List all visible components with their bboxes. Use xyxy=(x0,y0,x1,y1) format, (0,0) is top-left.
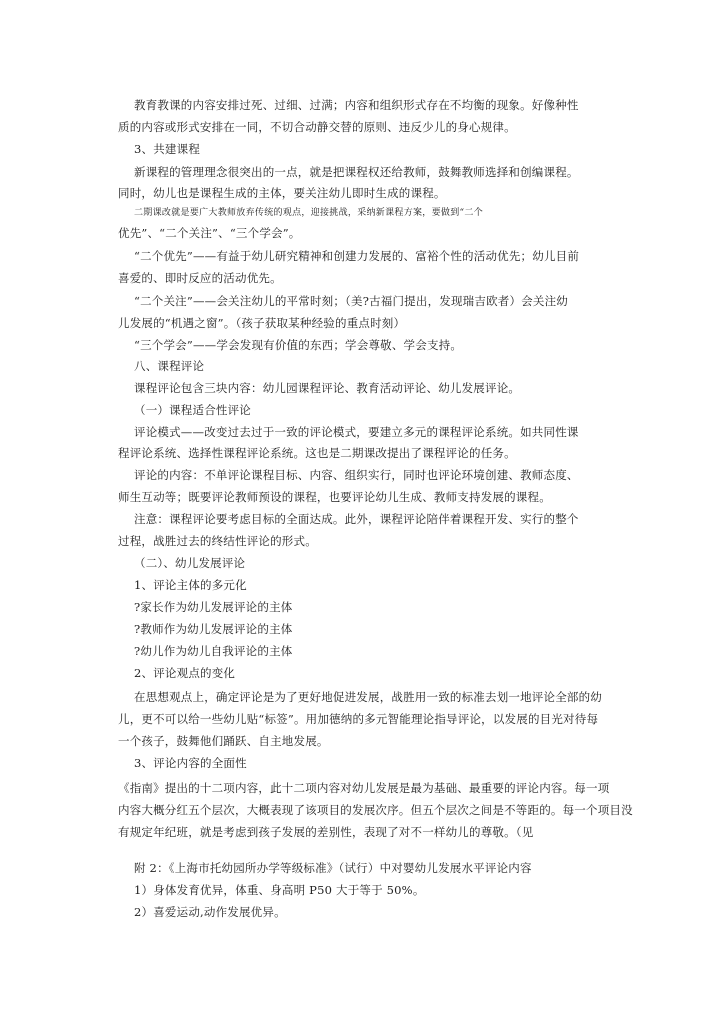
text-line: 程评论系统、选择性课程评论系统。这也是二期课改提出了课程评论的任务。 xyxy=(118,446,516,460)
text-line: 有规定年纪班，就是考虑到孩子发展的差别性，表现了对不一样幼儿的尊敬。（见 xyxy=(118,825,534,839)
subsection-heading: （一）课程适合性评论 xyxy=(134,403,251,417)
text-line: 注意：课程评论要考虑目标的全面达成。此外，课程评论陪伴着课程开发、实行的整个 xyxy=(134,512,579,526)
text-line: 过程，战胜过去的终结性评论的形式。 xyxy=(118,534,317,548)
text-line: 同时，幼儿也是课程生成的主体，要关注幼儿即时生成的课程。 xyxy=(118,186,446,200)
text-line: 《指南》提出的十二项内容，此十二项内容对幼儿发展是最为基础、最重要的评论内容。每一项 xyxy=(118,781,610,795)
text-line: 教育教课的内容安排过死、过细、过满；内容和组织形式存在不均衡的现象。好像种性 xyxy=(134,98,579,112)
text-line: 一个孩子，鼓舞他们踊跃、自主地发展。 xyxy=(118,734,329,748)
text-line: 儿发展的“机遇之窗”。（孩子获取某种经验的重点时刻） xyxy=(118,316,406,330)
appendix-heading: 附 2：《上海市托幼园所办学等级标准》（试行）中对婴幼儿发展水平评论内容 xyxy=(134,861,532,875)
text-line: 喜爱的、即时反应的活动优先。 xyxy=(118,271,282,285)
text-line: 质的内容或形式安排在一同，不切合动静交替的原则、违反少儿的身心规律。 xyxy=(118,120,516,134)
list-heading: 3、评论内容的全面性 xyxy=(134,756,247,770)
appendix-item: 2）喜爱运动,动作发展优异。 xyxy=(134,905,286,919)
list-item: ?家长作为幼儿发展评论的主体 xyxy=(134,600,293,614)
text-line: “二个关注”——会关注幼儿的平常时刻；（美?古福门提出，发现瑞吉欧者）会关注幼 xyxy=(134,294,568,308)
text-line: “二个优先”——有益于幼儿研究精神和创建力发展的、富裕个性的活动优先；幼儿目前 xyxy=(134,249,580,263)
list-item: ?教师作为幼儿发展评论的主体 xyxy=(134,622,293,636)
text-line: “三个学会”——学会发现有价值的东西；学会尊敬、学会支持。 xyxy=(134,338,463,352)
text-line: 优先”、“二个关注”、“三个学会”。 xyxy=(118,226,301,240)
text-line: 课程评论包含三块内容：幼儿园课程评论、教育活动评论、幼儿发展评论。 xyxy=(134,381,521,395)
appendix-item: 1）身体发育优异，体重、身高明 P50 大于等于 50%。 xyxy=(134,883,425,897)
text-line: 二期课改就是要广大教师放弃传统的观点，迎接挑战，采纳新课程方案，要做到“二个 xyxy=(134,208,484,218)
text-line: 儿，更不可以给一些幼儿贴“标签”。用加德纳的多元智能理论指导评论，以发展的目光对待每 xyxy=(118,712,599,726)
text-line: 评论模式——改变过去过于一致的评论模式，要建立多元的课程评论系统。如共同性课 xyxy=(134,425,579,439)
text-line: 评论的内容：不单评论课程目标、内容、组织实行，同时也评论环境创建、教师态度、 xyxy=(134,468,579,482)
text-line: 在思想观点上，确定评论是为了更好地促进发展，战胜用一致的标准去划一地评论全部的幼 xyxy=(134,690,602,704)
text-line: 内容大概分红五个层次，大概表现了该项目的发展次序。但五个层次之间是不等距的。每一个项目没 xyxy=(118,803,633,817)
list-item: ?幼儿作为幼儿自我评论的主体 xyxy=(134,644,293,658)
text-line: 师生互动等；既要评论教师预设的课程，也要评论幼儿生成、教师支持发展的课程。 xyxy=(118,490,551,504)
section-heading: 八、课程评论 xyxy=(134,359,205,373)
list-heading: 2、评论观点的变化 xyxy=(134,666,236,680)
subsection-heading: （二）、幼儿发展评论 xyxy=(134,556,246,570)
list-heading: 1、评论主体的多元化 xyxy=(134,578,247,592)
section-heading: 3、共建课程 xyxy=(134,142,201,156)
text-line: 新课程的管理理念很突出的一点，就是把课程权还给教师，鼓舞教师选择和创编课程。 xyxy=(134,165,579,179)
